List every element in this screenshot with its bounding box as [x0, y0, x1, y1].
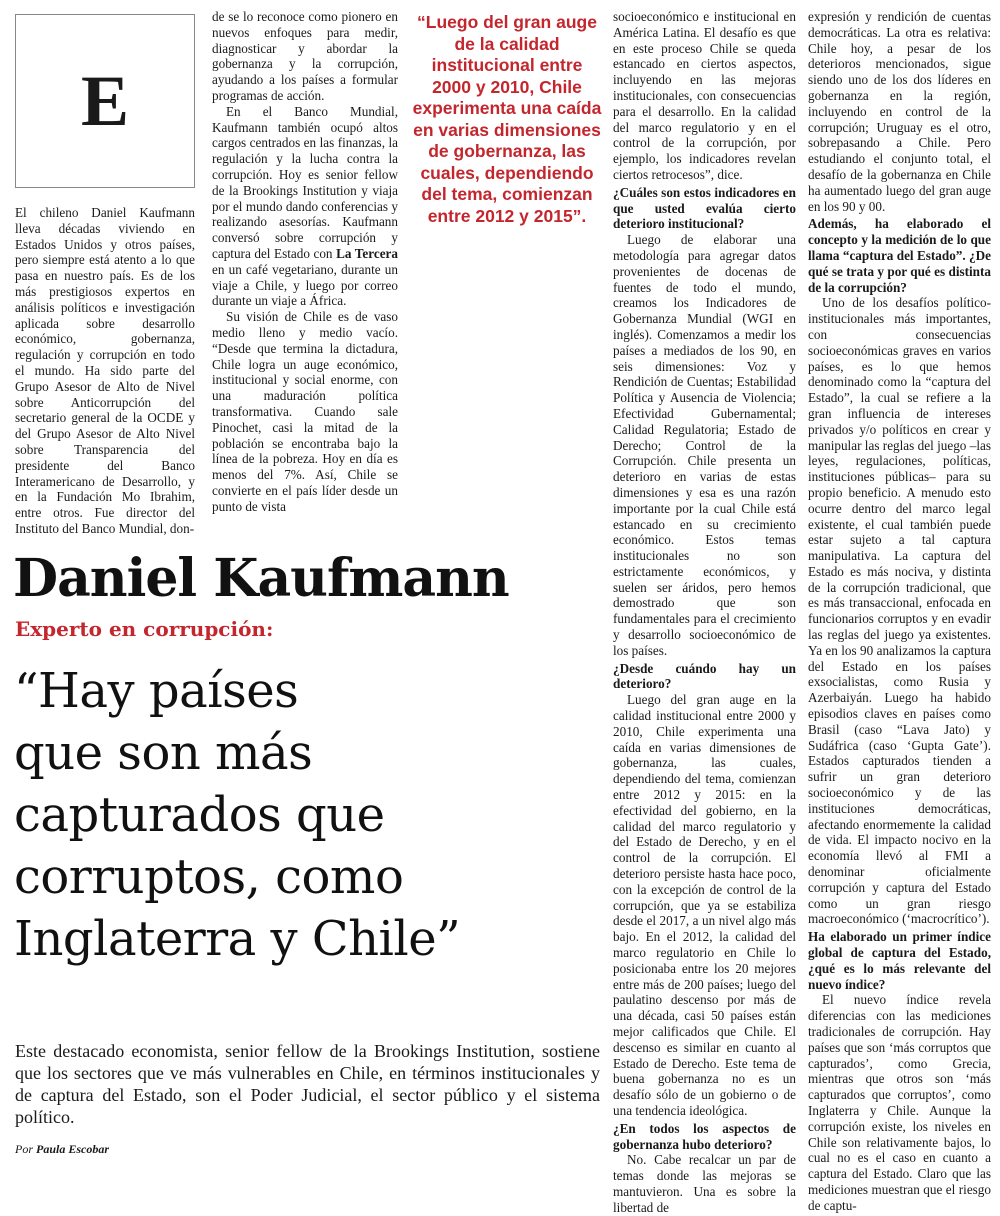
byline-author: Paula Escobar: [36, 1142, 110, 1156]
headline-line: “Hay países: [14, 663, 299, 719]
answer-paragraph: Luego de elaborar una metodología para agregar datos provenientes de docenas de fuentes de todo el mundo, creamos los Indicadores de Gobernanza Mundial (WGI en inglés). Comenzamos a medir los países a mediados de los 90, en seis dimensiones: Voz y Rendición de Cuentas; Estabilidad Política y Ausencia de Violencia; Efectividad Gubernamental; Calidad Regulatoria; Estado de Derecho; Control de la Corrupción. Chile presenta un deterioro en varias de estas dimensiones y esa es una razón importante por la cual Chile está estancado en su crecimiento económico. Estos temas institucionales no son estrictamente económicos, y suelen ser áridos, pero hemos demostrado que son fundamentales para el crecimiento y desarrollo socioeconómico de los países.: [613, 232, 796, 658]
answer-paragraph: Luego del gran auge en la calidad institucional entre 2000 y 2010, Chile experimenta una caída en varias dimensiones de gobernanza, las cuales, dependiendo del tema, comienzan entre 2012 y 2015: en la efectividad del gobierno, en la calidad del marco regulatorio y del Estado de Derecho, y en el control de la corrupción. El deterioro persiste hasta hace poco, con la excepción de control de la corrupción, que ya se estabiliza desde el 2017, a un nivel algo más bajo. En el 2012, la calidad del marco regulatorio en Chile lo posicionaba entre los 20 mejores entre más de 200 países; luego del paulatino descenso por más de una década, casi 50 países están mejor calificados que Chile. El descenso es similar en cuanto al Estado de Derecho. Este tema de buena gobernanza no es un desafío sólo de un gobierno o de una tendencia ideológica.: [613, 692, 796, 1118]
interview-question: ¿Desde cuándo hay un deterioro?: [613, 660, 796, 692]
paragraph: socioeconómico e institucional en América Latina. El desafío es que en este proceso Chile se queda estancado en ciertos aspectos, incluyendo en las mejoras institucionales, con consecuencias para el desarrollo. En la calidad del marco regulatorio y en el control de la corrupción, por ejemplo, los indicadores revelan ciertos retrocesos”, dice.: [613, 9, 796, 182]
byline-prefix: Por: [15, 1142, 33, 1156]
intro-paragraph: El chileno Daniel Kaufmann lleva décadas viviendo en Estados Unidos y otros países, pero siempre está atento a lo que pasa en nuestro país. Es de los más prestigiosos expertos en análisis políticos e investigación aplicada sobre desarrollo económico, gobernanza, regulación y corrupción en todo el mundo. Ha sido parte del Grupo Asesor de Alto de Nivel sobre Anticorrupción del secretario general de la OCDE y del Grupo Asesor de Alto Nivel sobre Transparencia del presidente del Banco Interamericano de Desarrollo, y en la Fundación Mo Ibrahim, entre otros. Fue director del Instituto del Banco Mundial, don-: [15, 205, 195, 536]
newspaper-name: La Tercera: [336, 245, 398, 261]
paragraph: de se lo reconoce como pionero en nuevos enfoques para medir, diagnosticar y abordar la gobernanza y la corrupción, ayudando a los países a formular programas de acción.: [212, 9, 398, 103]
answer-paragraph: El nuevo índice revela diferencias con las mediciones tradicionales de corrupción. Hay países que son ‘más corruptos que capturados’, como Grecia, mientras que otros son ‘más capturados que corruptos’, como Inglaterra y Chile. Aunque la corrupción existe, los niveles en Chile son relativamente bajos, lo cual no es el caso en cuanto a captura del Estado. Claro que las mediciones muestran que el riesgo de captu-: [808, 992, 991, 1213]
subtitle: Experto en corrupción:: [15, 617, 274, 641]
headline-line: corruptos, como: [14, 849, 404, 905]
paragraph: Su visión de Chile es de vaso medio lleno y medio vacío. “Desde que termina la dictadura, Chile logra un auge económico, institucional y social enorme, con una maduración política transformativa. Cuando sale Pinochet, casi la mitad de la población se encontraba bajo la línea de la pobreza. Hoy en día es menos del 7%. Así, Chile se convierte en el país líder desde un punto de vista: [212, 309, 398, 514]
headline-line: capturados que: [14, 787, 385, 843]
headline-line: Inglaterra y Chile”: [14, 911, 461, 967]
dropcap-box: [15, 14, 195, 188]
interview-question: ¿En todos los aspectos de gobernanza hubo deterioro?: [613, 1120, 796, 1152]
lead-paragraph: Este destacado economista, senior fellow de la Brookings Institution, sostiene que los sectores que ve más vulnerables en Chile, en términos institucionales y de captura del Estado, son el Poder Judicial, el sector público y el sistema político.: [15, 1041, 600, 1127]
interview-question: ¿Cuáles son estos indicadores en que usted evalúa cierto deterioro institucional?: [613, 184, 796, 232]
paragraph: expresión y rendición de cuentas democráticas. La otra es relativa: Chile hoy, a pesar de los deterioros mencionados, sigue siendo uno de los dos líderes en gobernanza en la región, incluyendo en control de la corrupción; Uruguay es el otro, sobrepasando a Chile. Pero estudiando el conjunto total, el desafío de la gobernanza en Chile ha aumentado luego del gran auge en los 90 y 00.: [808, 9, 991, 214]
paragraph: En el Banco Mundial, Kaufmann también ocupó altos cargos centrados en las finanzas, la regulación y la lucha contra la corrupción. Hoy es senior fellow de la Brookings Institution y viaja por el mundo dando conferencias y realizando asesorías. Kaufmann conversó sobre corrupción y captura del Estado con La Tercera en un café vegetariano, durante un viaje a Chile, y luego por correo durante un viaje a África.: [212, 103, 398, 309]
answer-paragraph: Uno de los desafíos político-institucionales más importantes, con consecuencias socioeconómicas graves en varios países, es lo que hemos denominado como la “captura del Estado”, la cual se refiere a la gran influencia de intereses privados y/o políticos en crear y manipular las reglas del juego –las leyes, regulaciones, políticas, instituciones públicas– para su propio beneficio. A menudo esto ocurre dentro del marco legal existente, el cual también puede estar sujeto a tal captura manipulativa. La captura del Estado es más nociva, y distinta de la corrupción tradicional, que es más transaccional, enfocada en funcionarios corruptos y en evadir las reglas del juego ya existentes. Ya en los 90 analizamos la captura del Estado en los países exsocialistas, como Rusia y Azerbaiyán. Luego ha habido episodios claves en países como Brasil (caso “Lava Jato) y Sudáfrica (caso ‘Gupta Gate’). Estados capturados tienden a sufrir un gran deterioro socioeconómico y de las instituciones democráticas, afectando enormemente la calidad de vida. El impacto nocivo en la economía llevó al FMI a denominar oficialmente corrupción y captura del Estado como un gran riesgo macroeconómico (‘macrocrítico’).: [808, 295, 991, 927]
interviewee-name: Daniel Kaufmann: [13, 548, 509, 609]
headline-line: que son más: [14, 725, 313, 781]
pull-quote: “Luego del gran auge de la calidad institucional entre 2000 y 2010, Chile experimenta una caída en varias dimensiones de gobernanza, las cuales, dependiendo del tema, comienzan entre 2012 y 2015”.: [412, 12, 602, 226]
answer-paragraph: No. Cabe recalcar un par de temas donde las mejoras se mantuvieron. Una es sobre la libertad de: [613, 1152, 796, 1215]
column-4: [808, 9, 991, 1214]
column-1: [15, 205, 195, 537]
byline: [15, 1142, 109, 1157]
interview-question: Además, ha elaborado el concepto y la medición de lo que llama “captura del Estado”. ¿De qué se trata y por qué es distinta de la corrupción?: [808, 216, 991, 295]
column-3: [613, 9, 796, 1216]
interview-question: Ha elaborado un primer índice global de captura del Estado, ¿qué es lo más relevante del nuevo índice?: [808, 929, 991, 992]
headline: [14, 660, 604, 970]
dropcap-letter: E: [80, 60, 130, 141]
column-2: [212, 9, 398, 515]
